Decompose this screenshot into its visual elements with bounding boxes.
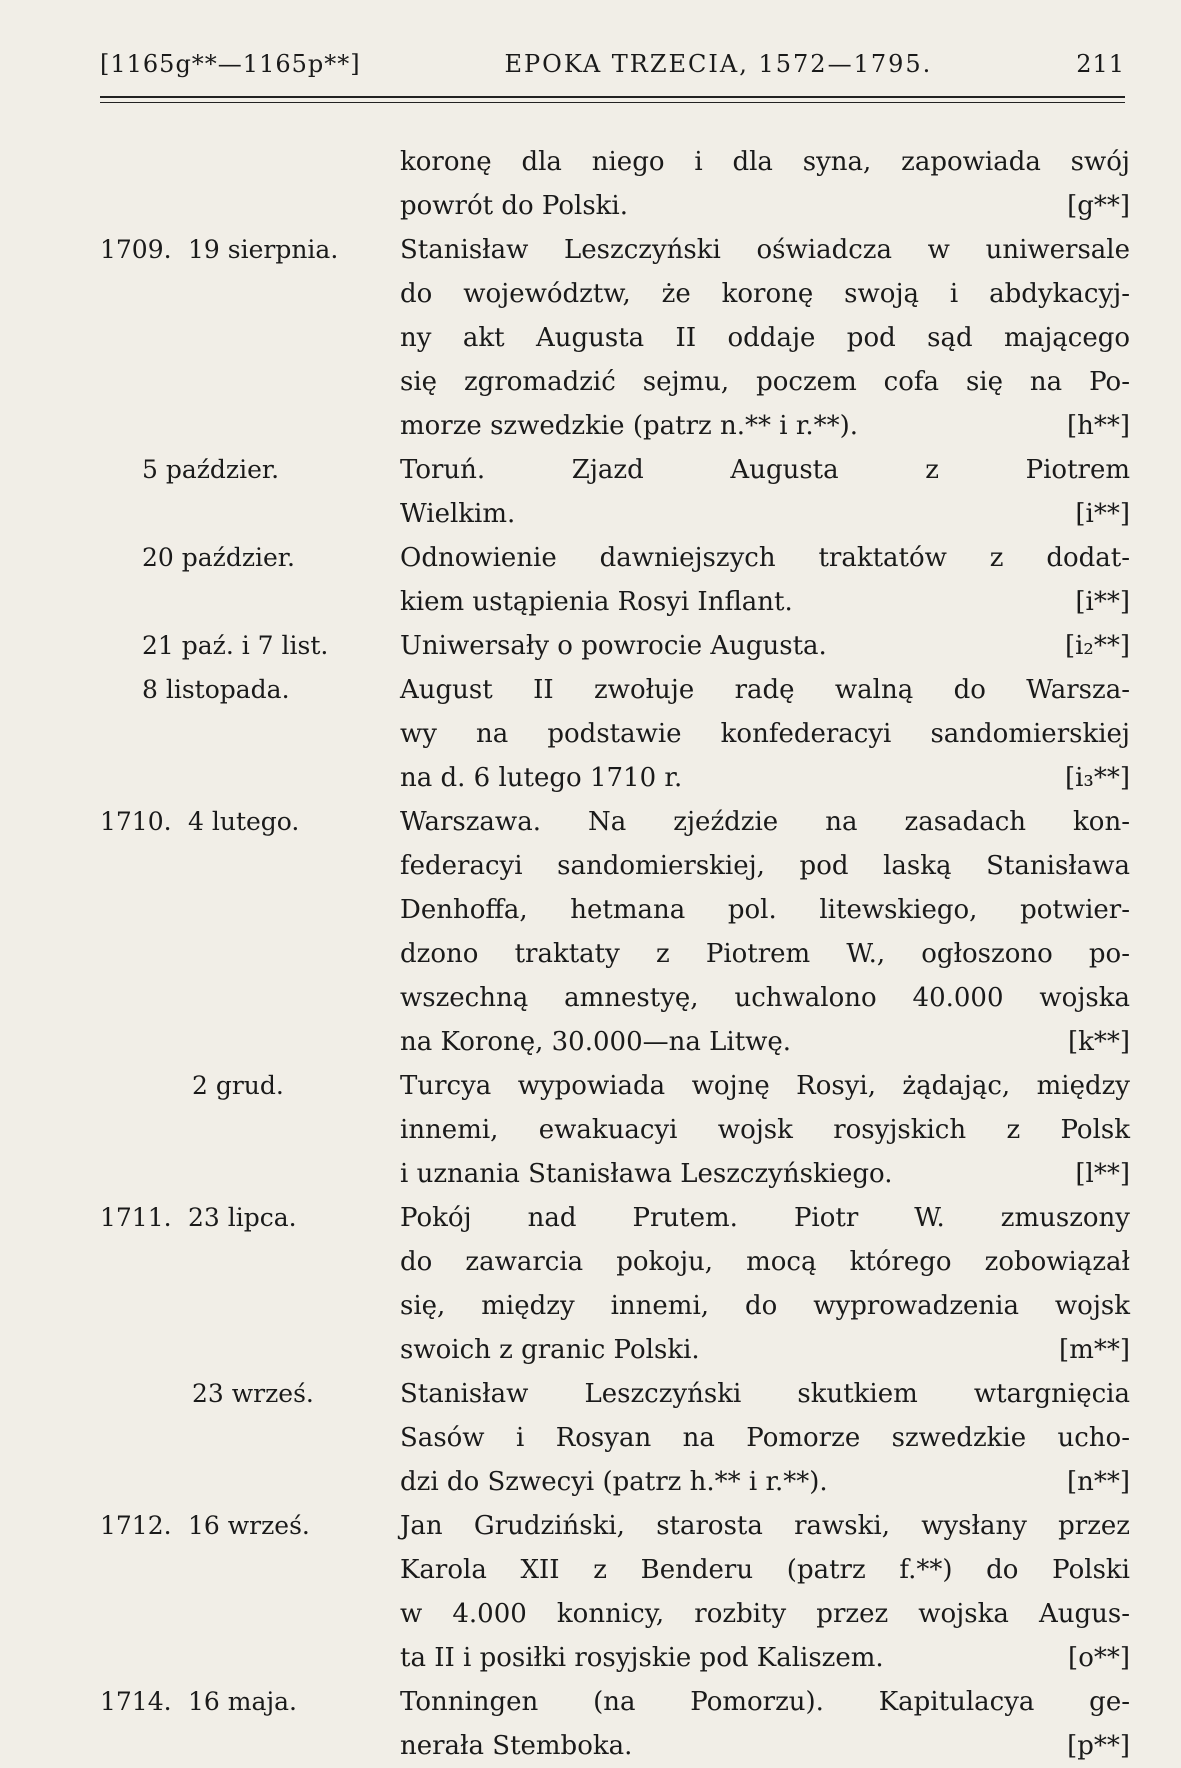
entry-line xyxy=(400,1460,1130,1504)
entry-reference: [l**] xyxy=(1075,1159,1130,1189)
entry-text xyxy=(400,1064,1130,1196)
entry-day: 21 paź. i 7 list. xyxy=(142,631,329,660)
entry-reference: [i₃**] xyxy=(1064,763,1130,793)
entry-text xyxy=(400,800,1130,1064)
entry-line xyxy=(400,1328,1130,1372)
entry-line-text: Wielkim. xyxy=(400,499,516,529)
entry-reference: [k**] xyxy=(1067,1027,1130,1057)
entry-reference: [i₂**] xyxy=(1064,631,1130,661)
entry-line xyxy=(400,624,1130,668)
header-rule-thin xyxy=(100,102,1125,103)
entry-line-text: Uniwersały o powrocie Augusta. xyxy=(400,631,827,661)
entry-day: 16 maja. xyxy=(188,1687,297,1716)
entry-date xyxy=(100,1504,390,1548)
entry-reference: [m**] xyxy=(1059,1335,1130,1365)
entry-line: ny akt Augusta II oddaje pod sąd mającego xyxy=(400,323,1130,353)
entry-line: się zgromadzić sejmu, poczem cofa się na Po- xyxy=(400,367,1130,397)
entry-day: 16 wrześ. xyxy=(188,1511,310,1540)
entry-line xyxy=(400,580,1130,624)
entry-date xyxy=(100,1680,390,1724)
entry-line-text: powrót do Polski. xyxy=(400,191,628,221)
header-range: [1165g**—1165p**] xyxy=(100,50,361,78)
entry-year: 1711. xyxy=(100,1203,172,1232)
entry-reference: [o**] xyxy=(1068,1643,1130,1673)
entry-line: Tonningen (na Pomorzu). Kapitulacya ge- xyxy=(400,1687,1130,1717)
entry-date xyxy=(100,800,390,844)
entry-date xyxy=(100,1372,390,1416)
entry-text xyxy=(400,1372,1130,1504)
entry-line-text: na d. 6 lutego 1710 r. xyxy=(400,763,683,793)
entry-text xyxy=(400,536,1130,624)
entry-line xyxy=(400,756,1130,800)
entry-line: do województw, że koronę swoją i abdykacyj- xyxy=(400,279,1130,309)
entry-line: Toruń. Zjazd Augusta z Piotrem xyxy=(400,455,1130,485)
entry-line xyxy=(400,184,1130,228)
entry-line: do zawarcia pokoju, mocą którego zobowiązał xyxy=(400,1247,1130,1277)
entry-line-text: swoich z granic Polski. xyxy=(400,1335,700,1365)
entry-date xyxy=(100,668,390,712)
entry-line: koronę dla niego i dla syna, zapowiada swój xyxy=(400,147,1130,177)
entry-line: wy na podstawie konfederacyi sandomierskiej xyxy=(400,719,1130,749)
entry-line: Jan Grudziński, starosta rawski, wysłany przez xyxy=(400,1511,1130,1541)
page-number: 211 xyxy=(1076,50,1125,78)
entry-day: 20 paździer. xyxy=(142,543,295,572)
entry-line-text: morze szwedzkie (patrz n.** i r.**). xyxy=(400,411,859,441)
entry-date xyxy=(100,140,390,184)
chronology-entry xyxy=(0,228,1181,448)
entry-text xyxy=(400,1680,1130,1768)
entry-text xyxy=(400,1196,1130,1372)
entry-reference: [h**] xyxy=(1066,411,1130,441)
entry-reference: [g**] xyxy=(1067,191,1130,221)
entry-line: August II zwołuje radę walną do Warsza- xyxy=(400,675,1130,705)
entry-day: 8 listopada. xyxy=(142,675,290,704)
chronology-entry xyxy=(0,1372,1181,1504)
chronology-entry xyxy=(0,1064,1181,1196)
chronology-entry xyxy=(0,668,1181,800)
entry-text xyxy=(400,1504,1130,1680)
entry-line: Pokój nad Prutem. Piotr W. zmuszony xyxy=(400,1203,1130,1233)
entry-date xyxy=(100,1196,390,1240)
entry-line: dzono traktaty z Piotrem W., ogłoszono po- xyxy=(400,939,1130,969)
entry-year: 1712. xyxy=(100,1511,172,1540)
entry-line-text: dzi do Szwecyi (patrz h.** i r.**). xyxy=(400,1467,828,1497)
entry-date xyxy=(100,1064,390,1108)
entry-line: Turcya wypowiada wojnę Rosyi, żądając, między xyxy=(400,1071,1130,1101)
entry-line xyxy=(400,1636,1130,1680)
chronology-entry xyxy=(0,800,1181,1064)
entry-date xyxy=(100,536,390,580)
entry-date xyxy=(100,624,390,668)
entry-line-text: na Koronę, 30.000—na Litwę. xyxy=(400,1027,792,1057)
entry-reference: [i**] xyxy=(1075,587,1130,617)
entry-line: Sasów i Rosyan na Pomorze szwedzkie ucho- xyxy=(400,1423,1130,1453)
entry-date xyxy=(100,228,390,272)
entry-day: 23 lipca. xyxy=(188,1203,297,1232)
entry-line: Denhoffa, hetmana pol. litewskiego, potwier- xyxy=(400,895,1130,925)
entry-line-text: nerała Stemboka. xyxy=(400,1731,633,1761)
entry-line xyxy=(400,1724,1130,1768)
chronology-entry xyxy=(0,536,1181,624)
entry-line xyxy=(400,404,1130,448)
entry-reference: [p**] xyxy=(1067,1731,1130,1761)
entry-line: Stanisław Leszczyński skutkiem wtargnięcia xyxy=(400,1379,1130,1409)
entry-day: 23 wrześ. xyxy=(192,1379,314,1408)
entry-line: federacyi sandomierskiej, pod laską Stanisława xyxy=(400,851,1130,881)
entry-line: wszechną amnestyę, uchwalono 40.000 wojska xyxy=(400,983,1130,1013)
entry-year: 1709. xyxy=(100,235,172,264)
entry-line: Stanisław Leszczyński oświadcza w uniwersale xyxy=(400,235,1130,265)
entry-text xyxy=(400,228,1130,448)
chronology-entry xyxy=(0,1196,1181,1372)
entry-text xyxy=(400,668,1130,800)
entry-day: 4 lutego. xyxy=(188,807,300,836)
entry-line: innemi, ewakuacyi wojsk rosyjskich z Polsk xyxy=(400,1115,1130,1145)
entry-line xyxy=(400,492,1130,536)
entry-line-text: kiem ustąpienia Rosyi Inflant. xyxy=(400,587,793,617)
chronology-list xyxy=(0,140,1181,1768)
chronology-entry xyxy=(0,448,1181,536)
entry-reference: [n**] xyxy=(1066,1467,1130,1497)
entry-line-text: ta II i posiłki rosyjskie pod Kaliszem. xyxy=(400,1643,884,1673)
chronology-entry xyxy=(0,140,1181,228)
entry-reference: [i**] xyxy=(1075,499,1130,529)
entry-line: Odnowienie dawniejszych traktatów z dodat- xyxy=(400,543,1130,573)
header-title: EPOKA TRZECIA, 1572—1795. xyxy=(504,50,933,78)
entry-text xyxy=(400,140,1130,228)
entry-line: Warszawa. Na zjeździe na zasadach kon- xyxy=(400,807,1130,837)
entry-date xyxy=(100,448,390,492)
entry-line: w 4.000 konnicy, rozbity przez wojska Augus- xyxy=(400,1599,1130,1629)
chronology-entry xyxy=(0,1504,1181,1680)
entry-year: 1710. xyxy=(100,807,172,836)
entry-line-text: i uznania Stanisława Leszczyńskiego. xyxy=(400,1159,893,1189)
entry-day: 19 sierpnia. xyxy=(188,235,339,264)
entry-line: się, między innemi, do wyprowadzenia wojsk xyxy=(400,1291,1130,1321)
running-header xyxy=(100,50,1125,78)
entry-line xyxy=(400,1020,1130,1064)
entry-line xyxy=(400,1152,1130,1196)
header-rule xyxy=(100,96,1125,98)
entry-text xyxy=(400,624,1130,668)
entry-year: 1714. xyxy=(100,1687,172,1716)
entry-text xyxy=(400,448,1130,536)
entry-line: Karola XII z Benderu (patrz f.**) do Polski xyxy=(400,1555,1130,1585)
entry-day: 2 grud. xyxy=(192,1071,284,1100)
entry-day: 5 paździer. xyxy=(142,455,280,484)
chronology-entry xyxy=(0,624,1181,668)
chronology-entry xyxy=(0,1680,1181,1768)
